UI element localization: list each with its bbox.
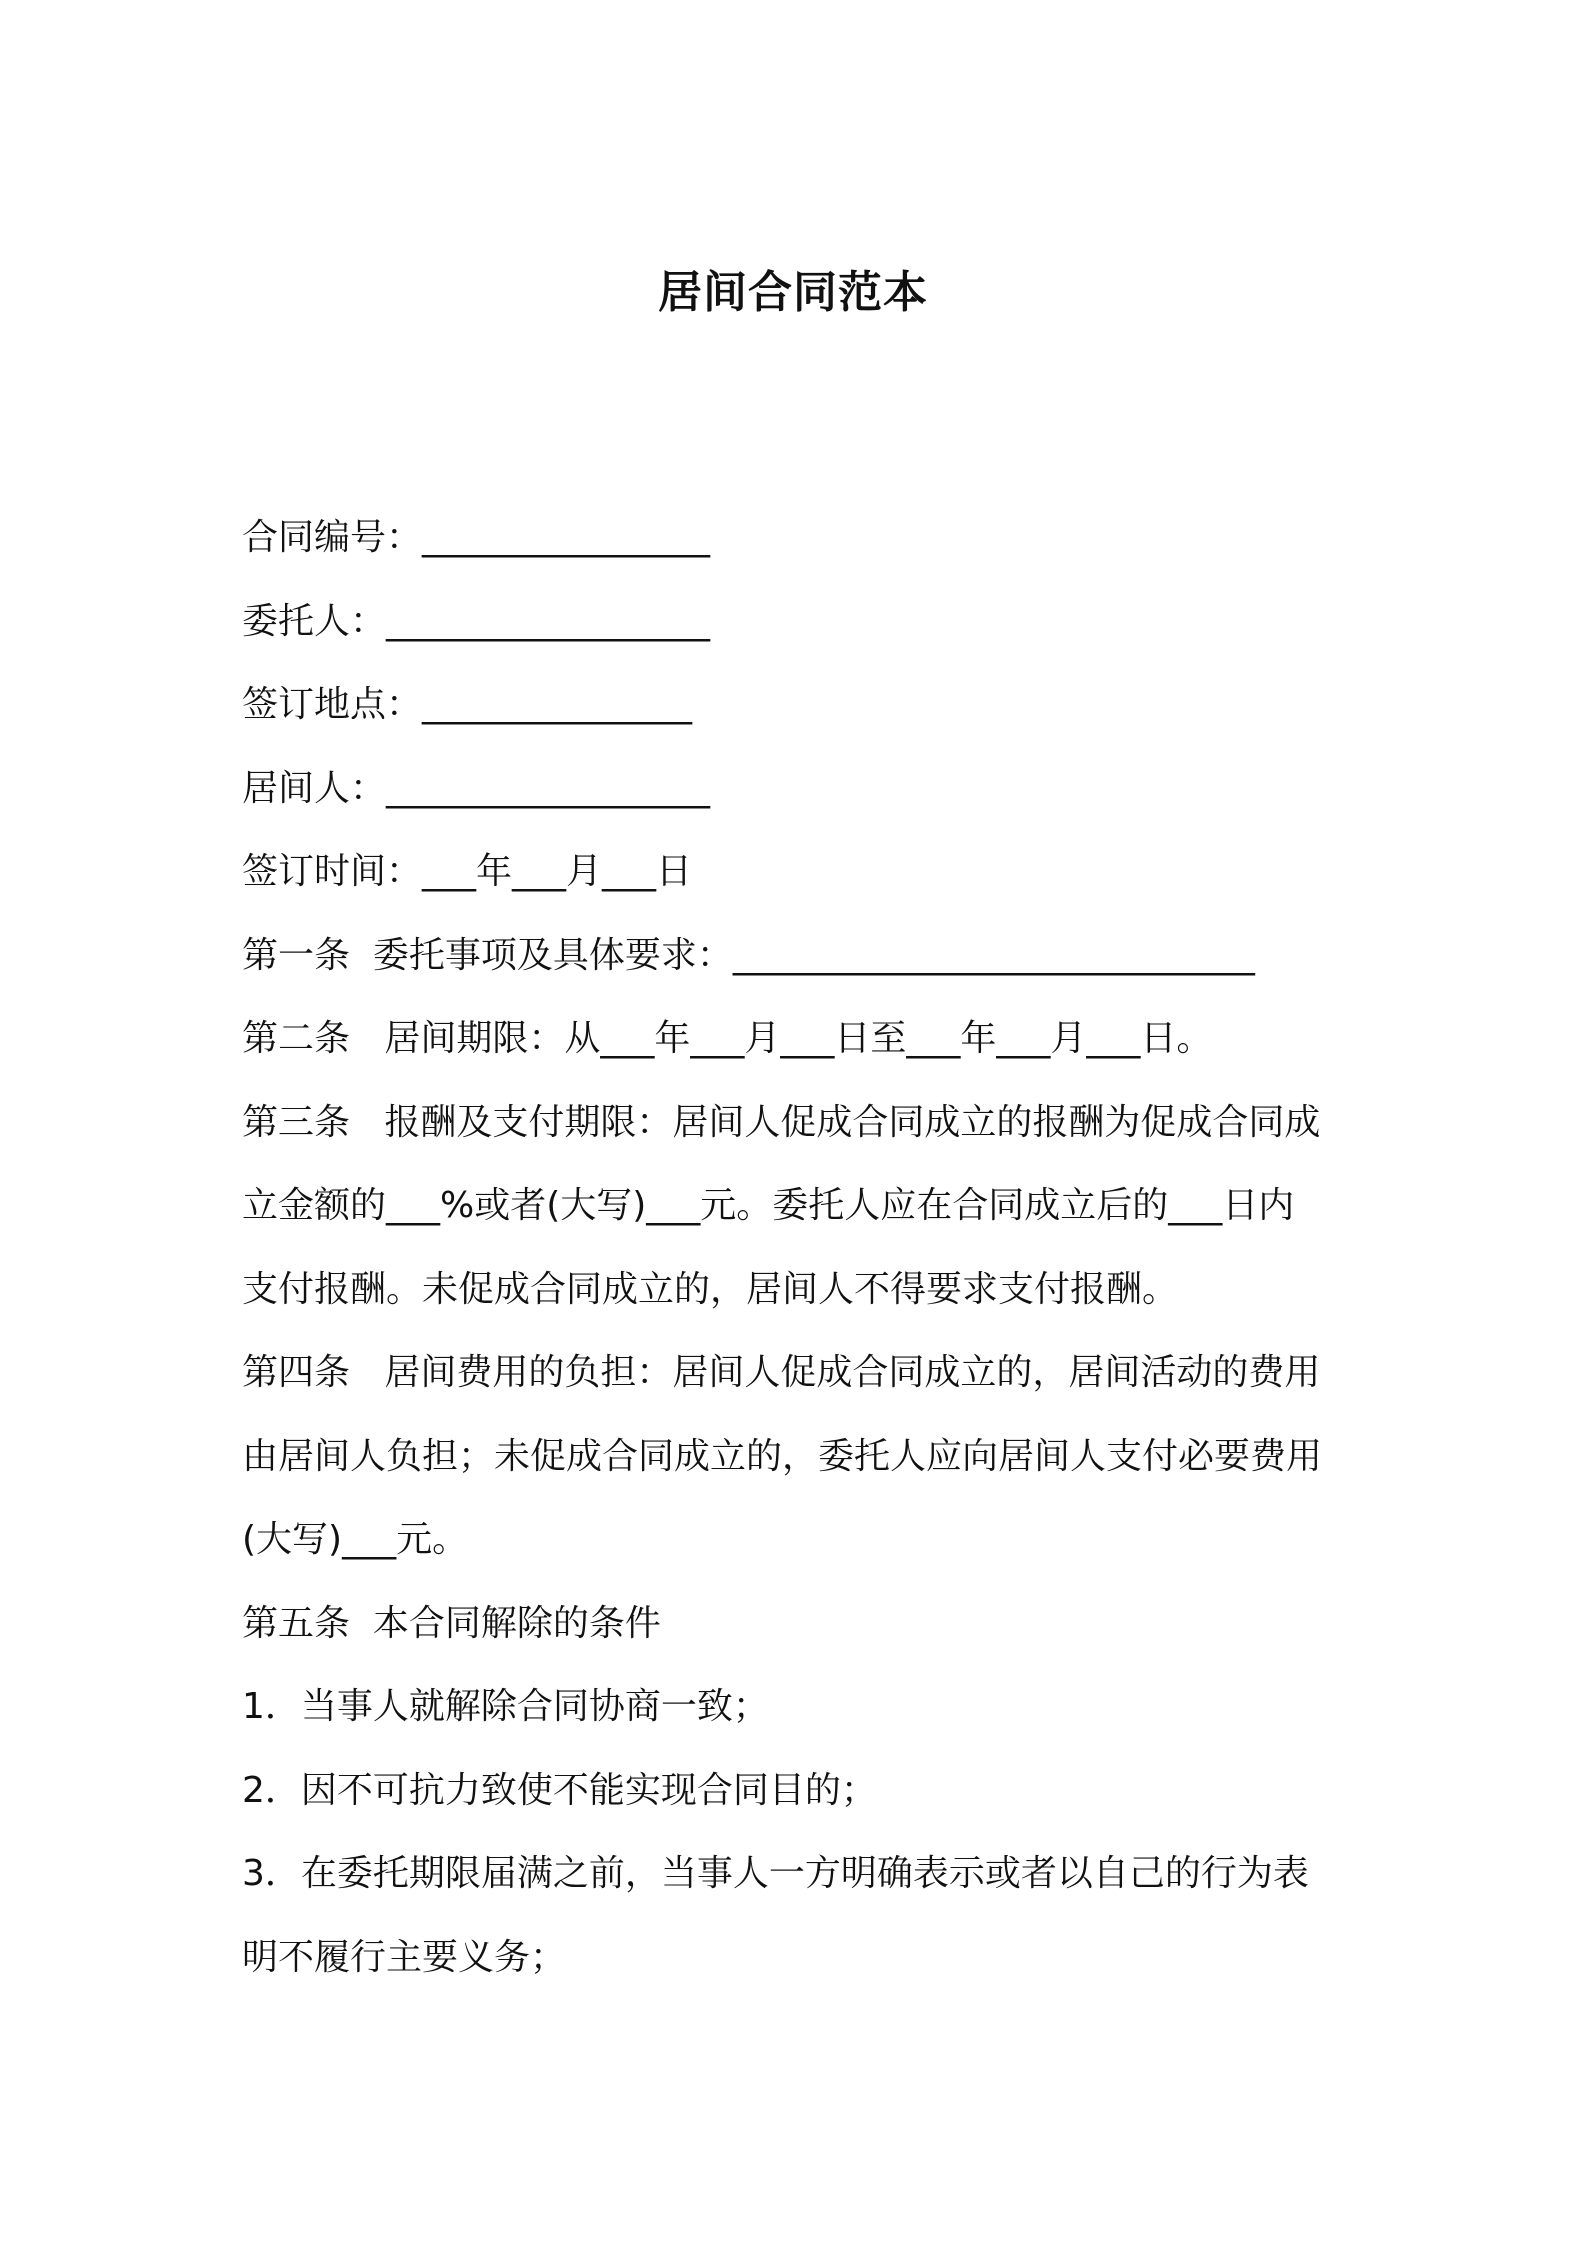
- article-5-heading: 第五条 本合同解除的条件: [242, 1602, 661, 1644]
- article-3-line-3: 支付报酬。未促成合同成立的，居间人不得要求支付报酬。: [242, 1268, 1179, 1310]
- field-intermediary: 居间人：__________________: [242, 767, 711, 809]
- field-principal: 委托人：__________________: [242, 600, 711, 642]
- article-5-item-3-line-2: 明不履行主要义务；: [242, 1936, 567, 1978]
- article-3-line-2: 立金额的___%或者(大写)___元。委托人应在合同成立后的___日内: [242, 1185, 1295, 1226]
- article-1: 第一条 委托事项及具体要求：_____________________________: [242, 934, 1255, 976]
- article-4-line-3: (大写)___元。: [242, 1519, 469, 1560]
- article-5-item-3-line-1: 3．在委托期限届满之前，当事人一方明确表示或者以自己的行为表: [242, 1853, 1309, 1894]
- article-5-item-1: 1．当事人就解除合同协商一致；: [242, 1686, 769, 1727]
- article-5-item-2: 2．因不可抗力致使不能实现合同目的；: [242, 1769, 877, 1811]
- article-2: 第二条 居间期限：从___年___月___日至___年___月___日。: [242, 1018, 1213, 1059]
- article-4-line-2: 由居间人负担；未促成合同成立的，委托人应向居间人支付必要费用: [242, 1435, 1323, 1477]
- field-signing-date: 签订时间：___年___月___日: [242, 851, 693, 892]
- field-signing-place: 签订地点：_______________: [242, 684, 693, 725]
- document-title: 居间合同范本: [658, 267, 928, 318]
- field-contract-number: 合同编号：________________: [242, 517, 711, 558]
- document-body: [242, 496, 1362, 1999]
- article-3-line-1: 第三条 报酬及支付期限：居间人促成合同成立的报酬为促成合同成: [242, 1101, 1321, 1143]
- article-4-line-1: 第四条 居间费用的负担：居间人促成合同成立的，居间活动的费用: [242, 1352, 1321, 1393]
